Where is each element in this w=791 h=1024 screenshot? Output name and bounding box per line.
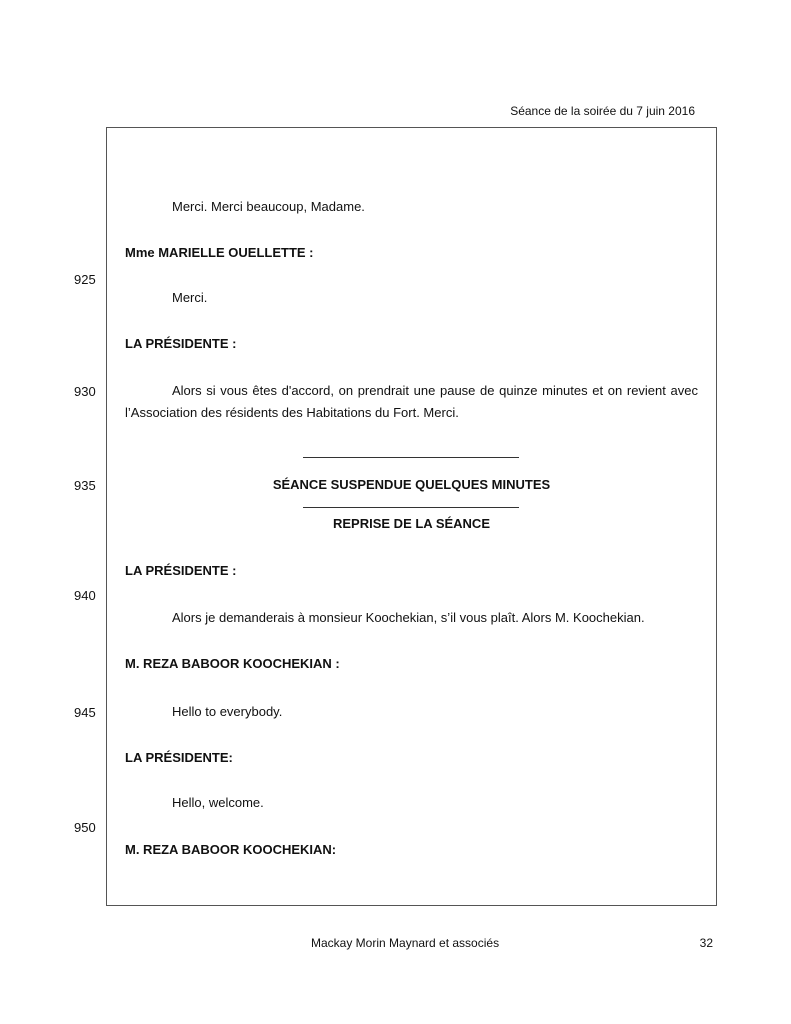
speaker-name: LA PRÉSIDENTE : [125,563,237,578]
speaker-name: LA PRÉSIDENTE : [125,336,237,351]
divider-line [303,507,519,508]
dialogue-text: Alors je demanderais à monsieur Koochekian, s’il vous plaît. Alors M. Koochekian. [172,610,645,625]
line-number: 930 [74,384,96,399]
line-number: 940 [74,588,96,603]
line-number: 935 [74,478,96,493]
speaker-name: LA PRÉSIDENTE: [125,750,233,765]
dialogue-text: Merci. Merci beaucoup, Madame. [172,199,365,214]
dialogue-text: Hello to everybody. [172,704,283,719]
dialogue-text: Hello, welcome. [172,795,264,810]
footer-publisher: Mackay Morin Maynard et associés [311,936,500,950]
dialogue-text: Merci. [172,290,208,305]
speaker-name: M. REZA BABOOR KOOCHEKIAN: [125,842,337,857]
dialogue-paragraph: Alors si vous êtes d'accord, on prendrait une pause de quinze minutes et on revient avec l’Association des résidents des Habitations du Fort. Merci. [125,383,698,420]
line-number: 925 [74,272,96,287]
resumption-heading: REPRISE DE LA SÉANCE [333,516,490,531]
page-header: Séance de la soirée du 7 juin 2016 [510,104,695,118]
line-number: 950 [74,820,96,835]
line-number: 945 [74,705,96,720]
divider-line [303,457,519,458]
speaker-name: Mme MARIELLE OUELLETTE : [125,245,314,260]
page-number: 32 [699,936,713,950]
speaker-name: M. REZA BABOOR KOOCHEKIAN : [125,656,340,671]
suspension-heading: SÉANCE SUSPENDUE QUELQUES MINUTES [272,477,551,492]
